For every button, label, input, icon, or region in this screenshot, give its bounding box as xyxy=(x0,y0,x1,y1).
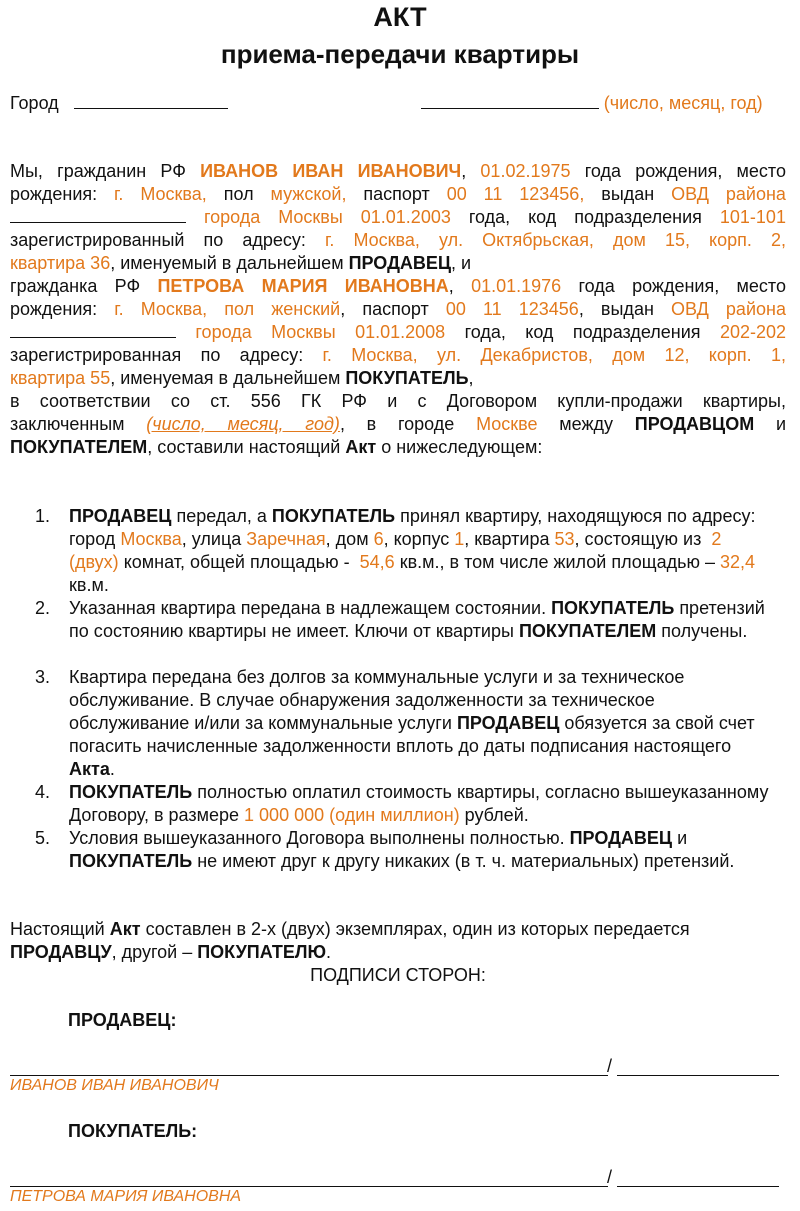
buyer-signature-name: ПЕТРОВА МАРИЯ ИВАНОВНА xyxy=(10,1188,242,1205)
buyer-signature-label: ПОКУПАТЕЛЬ: xyxy=(68,1121,198,1141)
seller-signature-line xyxy=(10,1075,608,1076)
document-title: АКТ xyxy=(373,2,427,32)
seller-line-3: города Москвы 01.01.2003 года, код подразделения 101-101 xyxy=(10,206,786,229)
buyer-line-2: рождения: г. Москва, пол женский, паспорт 00 11 123456, выдан ОВД района xyxy=(10,299,786,319)
seller-line-4: зарегистрированный по адресу: г. Москва, ул. Октябрьская, дом 15, корп. 2, xyxy=(10,230,786,250)
closing-paragraph: Настоящий Акт составлен в 2-х (двух) экземплярах, один из которых передается ПРОДАВЦУ, другой – ПОКУПАТЕЛЮ. xyxy=(10,919,690,962)
seller-line-5: квартира 36, именуемый в дальнейшем ПРОДАВЕЦ, и xyxy=(10,253,472,273)
basis-line-1: в соответствии со ст. 556 ГК РФ и с Договором купли-продажи квартиры, xyxy=(10,391,786,411)
date-placeholder: (число, месяц, год) xyxy=(603,93,763,113)
seller-decode-line xyxy=(617,1075,779,1076)
buyer-decode-line xyxy=(617,1186,779,1187)
seller-name: ИВАНОВ ИВАН ИВАНОВИЧ xyxy=(200,161,462,181)
signatures-heading: ПОДПИСИ СТОРОН: xyxy=(310,965,486,985)
city-label: Город xyxy=(10,93,59,113)
seller-line-2: рождения: г. Москва, пол мужской, паспорт 00 11 123456, выдан ОВД района xyxy=(10,184,786,204)
buyer-name: ПЕТРОВА МАРИЯ ИВАНОВНА xyxy=(157,276,449,296)
buyer-line-4: зарегистрированная по адресу: г. Москва, ул. Декабристов, дом 12, корп. 1, xyxy=(10,345,786,365)
buyer-issued-blank xyxy=(10,321,176,338)
seller-issued-blank xyxy=(10,206,186,223)
contract-date-placeholder: (число, месяц, год) xyxy=(146,414,340,434)
seller-signature-slash: / xyxy=(607,1056,613,1076)
basis-line-3: ПОКУПАТЕЛЕМ, составили настоящий Акт о нижеследующем: xyxy=(10,437,543,457)
buyer-role: ПОКУПАТЕЛЬ xyxy=(345,368,469,388)
basis-line-2: заключенным (число, месяц, год), в городе Москве между ПРОДАВЦОМ и xyxy=(10,414,786,434)
seller-line-1: Мы, гражданин РФ ИВАНОВ ИВАН ИВАНОВИЧ, 01.02.1975 года рождения, место xyxy=(10,161,786,181)
buyer-line-1: гражданка РФ ПЕТРОВА МАРИЯ ИВАНОВНА, 01.01.1976 года рождения, место xyxy=(10,276,786,296)
buyer-line-5: квартира 55, именуемая в дальнейшем ПОКУПАТЕЛЬ, xyxy=(10,368,474,388)
header-row xyxy=(10,92,786,115)
seller-role: ПРОДАВЕЦ xyxy=(348,253,452,273)
seller-signature-name: ИВАНОВ ИВАН ИВАНОВИЧ xyxy=(10,1077,219,1094)
date-blank xyxy=(421,92,599,109)
buyer-line-3: города Москвы 01.01.2008 года, код подразделения 202-202 xyxy=(10,321,786,344)
city-blank xyxy=(74,92,228,109)
document-subtitle: приема-передачи квартиры xyxy=(220,39,580,69)
buyer-signature-slash: / xyxy=(607,1167,613,1187)
seller-signature-label: ПРОДАВЕЦ: xyxy=(68,1010,177,1030)
buyer-signature-line xyxy=(10,1186,608,1187)
